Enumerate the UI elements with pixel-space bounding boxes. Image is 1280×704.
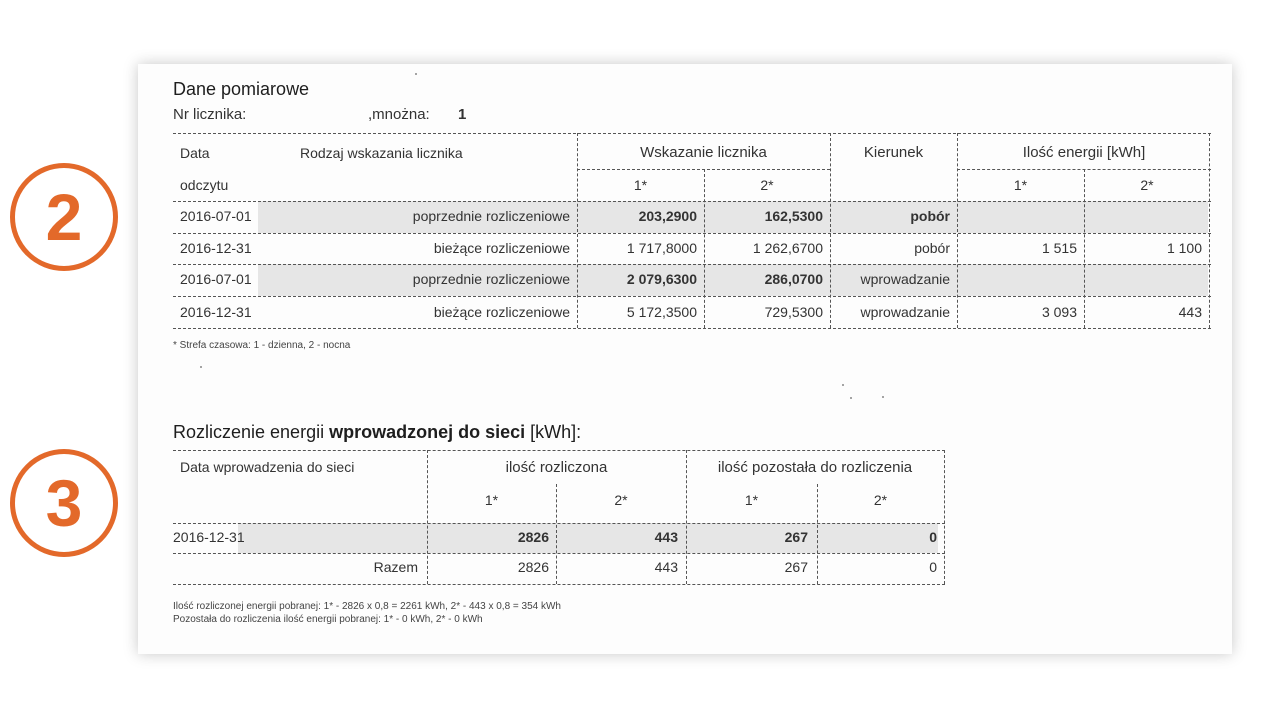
col-type-header: Rodzaj wskazania licznika [300, 145, 463, 161]
total-settled-z2: 443 [654, 559, 678, 575]
row-energy-z2: 443 [1178, 304, 1202, 320]
row-type: poprzednie rozliczeniowe [412, 208, 570, 224]
remaining-zone2-header: 2* [873, 492, 888, 508]
row-reading-z2: 729,5300 [764, 304, 823, 320]
row-type: poprzednie rozliczeniowe [412, 271, 570, 287]
rule [173, 233, 1211, 234]
row-settled-z1: 2826 [517, 529, 549, 545]
settlement-title-bold: wprowadzonej do sieci [329, 422, 526, 442]
rule [577, 133, 578, 328]
section-marker-3: 3 [10, 449, 118, 557]
row-direction: pobór [914, 240, 950, 256]
row-direction: wprowadzanie [860, 304, 950, 320]
scan-speck [850, 397, 852, 399]
meter-number-label: Nr licznika: [173, 106, 247, 123]
remaining-zone1-header: 1* [744, 492, 759, 508]
multiplier-value: 1 [458, 106, 467, 123]
remaining-energy-note: Pozostała do rozliczenia ilość energii pobranej: 1* - 0 kWh, 2* - 0 kWh [173, 614, 483, 625]
rule [944, 450, 945, 584]
multiplier-label: ,mnożna: [368, 106, 430, 123]
row-reading-z2: 286,0700 [764, 271, 823, 287]
row-energy-z2: 1 100 [1166, 240, 1202, 256]
energy-zone2-header: 2* [1140, 177, 1154, 193]
rule [173, 584, 945, 585]
row-settled-z2: 443 [654, 529, 678, 545]
energy-zone1-header: 1* [1013, 177, 1028, 193]
rule [173, 553, 945, 554]
rule [173, 133, 1211, 134]
settlement-title-unit: [kWh]: [525, 422, 582, 442]
scan-speck [882, 396, 884, 398]
row-date: 2016-12-31 [180, 240, 252, 256]
total-remaining-z1: 267 [784, 559, 808, 575]
row-reading-z1: 203,2900 [638, 208, 697, 224]
row-type: bieżące rozliczeniowe [433, 240, 570, 256]
col-reading-header: Wskazanie licznika [640, 144, 767, 161]
col-date-header: Data [180, 145, 210, 161]
row-type: bieżące rozliczeniowe [433, 304, 570, 320]
row-energy-z1: 3 093 [1041, 304, 1077, 320]
rule [830, 133, 831, 328]
rule [173, 201, 1211, 202]
rule [957, 133, 958, 328]
col-direction-header: Kierunek [863, 144, 924, 161]
document-title: Dane pomiarowe [173, 79, 310, 99]
reading-zone1-header: 1* [633, 177, 648, 193]
settlement-title-normal: Rozliczenie energii [173, 422, 330, 442]
row-reading-z2: 162,5300 [764, 208, 823, 224]
row-remaining-z2: 0 [929, 529, 937, 545]
row-direction: wprowadzanie [860, 271, 950, 287]
row-reading-z1: 1 717,8000 [626, 240, 697, 256]
settlement-title [173, 422, 581, 443]
row-reading-z1: 2 079,6300 [626, 271, 697, 287]
rule [173, 523, 945, 524]
settled-energy-note: Ilość rozliczonej energii pobranej: 1* - 2826 x 0,8 = 2261 kWh, 2* - 443 x 0,8 = 354 kWh [173, 601, 561, 612]
scanned-document [138, 64, 1232, 654]
row-remaining-z1: 267 [784, 529, 808, 545]
row-date: 2016-12-31 [180, 304, 252, 320]
col-energy-header: Ilość energii [kWh] [1022, 144, 1146, 161]
rule [1209, 133, 1210, 328]
total-label: Razem [373, 559, 418, 575]
rule [173, 296, 1211, 297]
timezone-footnote: * Strefa czasowa: 1 - dzienna, 2 - nocna [173, 340, 351, 351]
rule [173, 450, 945, 451]
col-feed-date-header: Data wprowadzenia do sieci [180, 459, 355, 475]
row-reading-z1: 5 172,3500 [626, 304, 697, 320]
rule [173, 264, 1211, 265]
row-reading-z2: 1 262,6700 [752, 240, 823, 256]
settled-zone1-header: 1* [484, 492, 499, 508]
row-feed-date: 2016-12-31 [173, 529, 245, 545]
settled-zone2-header: 2* [614, 492, 628, 508]
col-settled-header: ilość rozliczona [505, 459, 608, 476]
row-date: 2016-07-01 [180, 271, 252, 287]
reading-zone2-header: 2* [760, 177, 774, 193]
scan-speck [842, 384, 844, 386]
total-remaining-z2: 0 [929, 559, 937, 575]
col-date-header-line2: odczytu [180, 177, 229, 193]
scan-speck [415, 73, 417, 75]
row-date: 2016-07-01 [180, 208, 252, 224]
total-settled-z1: 2826 [517, 559, 549, 575]
section-marker-2: 2 [10, 163, 118, 271]
rule [173, 328, 1211, 329]
row-direction: pobór [910, 208, 950, 224]
row-energy-z1: 1 515 [1041, 240, 1077, 256]
col-remaining-header: ilość pozostała do rozliczenia [717, 459, 913, 476]
scan-speck [200, 366, 202, 368]
